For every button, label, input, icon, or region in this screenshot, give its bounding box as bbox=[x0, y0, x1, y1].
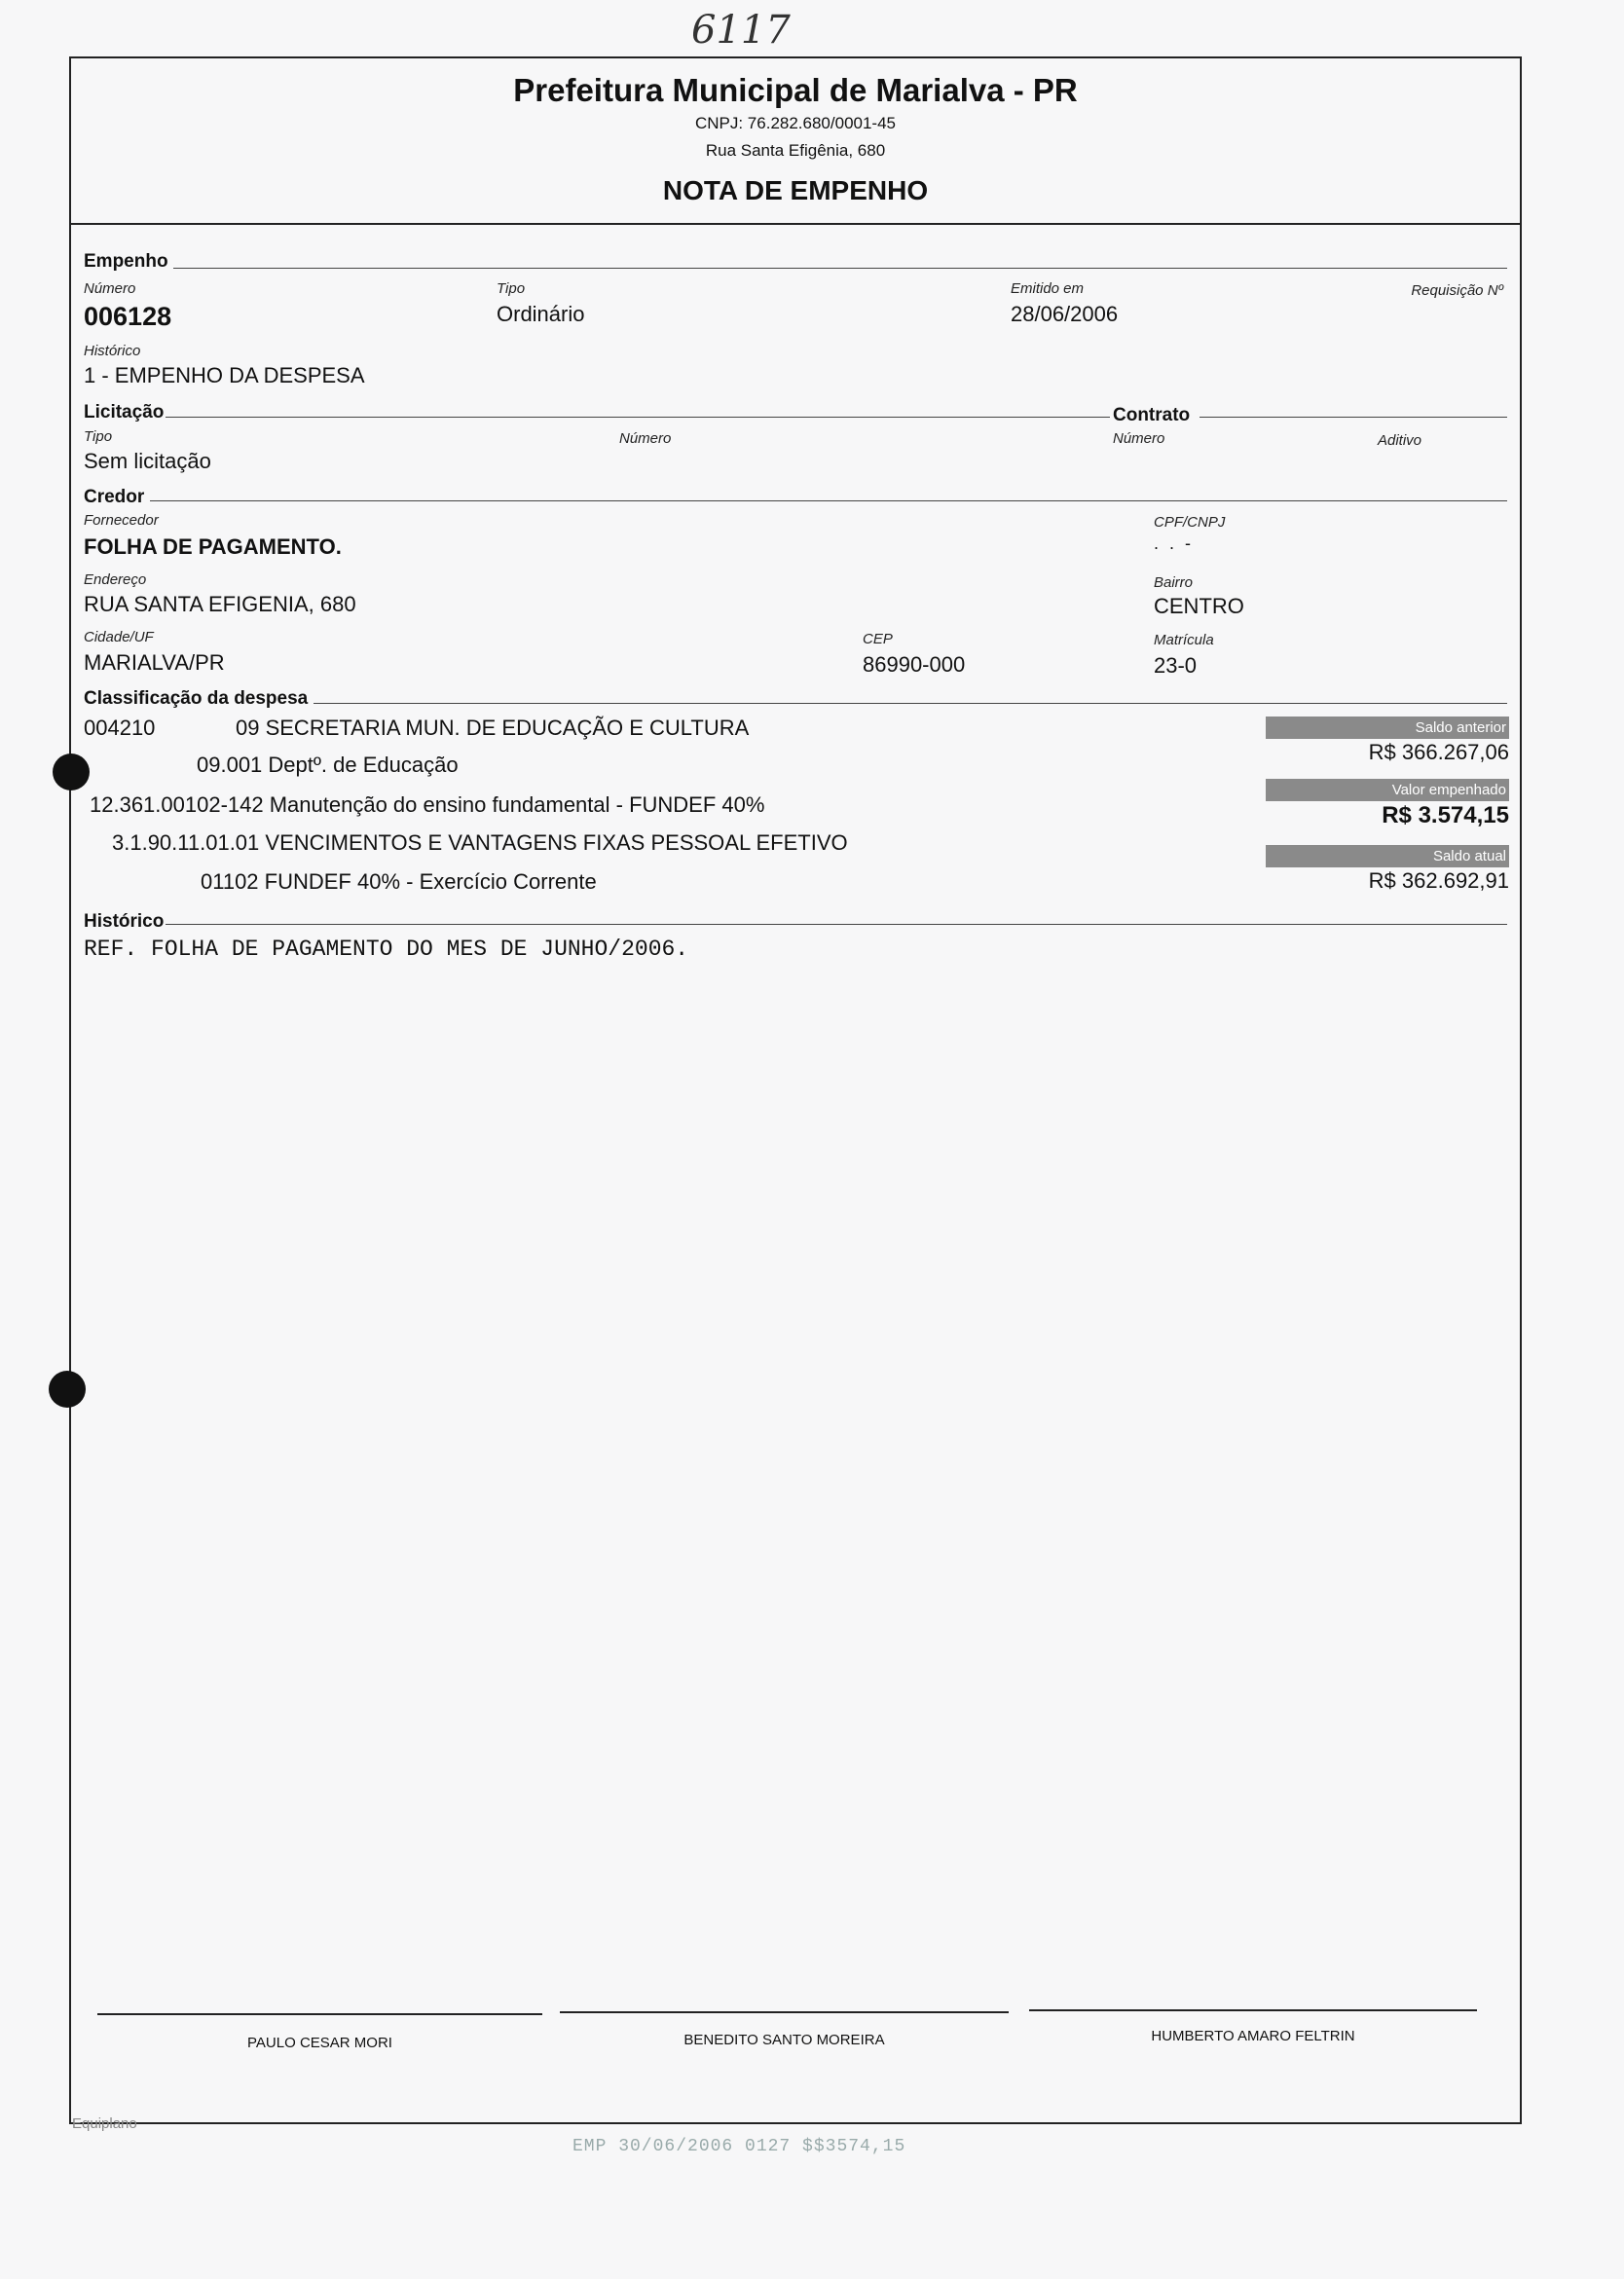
label-endereco: Endereço bbox=[84, 571, 147, 588]
header-divider bbox=[69, 223, 1522, 225]
document-title: NOTA DE EMPENHO bbox=[662, 175, 929, 205]
section-licitacao: Licitação bbox=[84, 402, 165, 423]
saldo-anterior-label: Saldo anterior bbox=[1266, 717, 1509, 739]
software-footer: Equiplano bbox=[72, 2115, 137, 2132]
saldo-anterior-value: R$ 366.267,06 bbox=[1368, 740, 1509, 764]
section-historico: Histórico bbox=[84, 911, 165, 932]
credor-matricula: 23-0 bbox=[1154, 653, 1198, 678]
label-emitido: Emitido em bbox=[1011, 280, 1085, 297]
label-bairro: Bairro bbox=[1154, 574, 1194, 591]
label-licitacao-numero: Número bbox=[619, 430, 672, 447]
classificacao-line3: 12.361.00102-142 Manutenção do ensino fundamental - FUNDEF 40% bbox=[90, 792, 765, 817]
cnpj-text: CNPJ: 76.282.680/0001-45 bbox=[694, 114, 897, 132]
credor-cep: 86990-000 bbox=[863, 652, 966, 677]
label-requisicao: Requisição Nº bbox=[1411, 282, 1503, 299]
rule-contrato bbox=[1200, 417, 1507, 418]
classificacao-code: 004210 bbox=[84, 716, 156, 740]
classificacao-line1: 09 SECRETARIA MUN. DE EDUCAÇÃO E CULTURA bbox=[236, 716, 750, 740]
valor-empenhado-value: R$ 3.574,15 bbox=[1382, 802, 1509, 828]
address-text: Rua Santa Efigênia, 680 bbox=[705, 141, 886, 160]
label-contrato-numero: Número bbox=[1113, 430, 1165, 447]
label-historico-empenho: Histórico bbox=[84, 343, 141, 359]
page-title: Prefeitura Municipal de Marialva - PR bbox=[513, 72, 1078, 108]
classificacao-line4: 3.1.90.11.01.01 VENCIMENTOS E VANTAGENS FIXAS PESSOAL EFETIVO bbox=[112, 830, 848, 855]
rule-licitacao bbox=[166, 417, 1110, 418]
empenho-emitido: 28/06/2006 bbox=[1011, 302, 1119, 326]
label-numero: Número bbox=[84, 280, 136, 297]
label-fornecedor: Fornecedor bbox=[84, 512, 159, 529]
punch-hole-top bbox=[53, 754, 90, 790]
label-cep: CEP bbox=[863, 631, 893, 647]
classificacao-line5: 01102 FUNDEF 40% - Exercício Corrente bbox=[201, 869, 597, 894]
handwritten-page-number: 6117 bbox=[691, 8, 791, 53]
valor-empenhado-label: Valor empenhado bbox=[1266, 779, 1509, 801]
label-aditivo: Aditivo bbox=[1378, 432, 1422, 449]
signature-line-3 bbox=[1029, 2009, 1477, 2011]
saldo-atual-value: R$ 362.692,91 bbox=[1368, 868, 1509, 893]
credor-fornecedor: FOLHA DE PAGAMENTO. bbox=[84, 534, 342, 559]
punch-hole-bottom bbox=[49, 1371, 86, 1408]
label-cidade: Cidade/UF bbox=[84, 629, 154, 645]
empenho-numero: 006128 bbox=[84, 302, 172, 331]
section-credor: Credor bbox=[84, 487, 145, 507]
rule-classificacao bbox=[314, 703, 1507, 704]
empenho-historico: 1 - EMPENHO DA DESPESA bbox=[84, 363, 365, 387]
rule-historico bbox=[166, 924, 1507, 925]
rule-empenho bbox=[173, 268, 1507, 269]
label-tipo: Tipo bbox=[497, 280, 526, 297]
section-contrato: Contrato bbox=[1113, 405, 1191, 425]
historico-text: REF. FOLHA DE PAGAMENTO DO MES DE JUNHO/2006. bbox=[84, 937, 689, 962]
classificacao-line2: 09.001 Deptº. de Educação bbox=[197, 753, 459, 777]
signature-line-2 bbox=[560, 2011, 1009, 2013]
licitacao-tipo: Sem licitação bbox=[84, 449, 211, 473]
signature-line-1 bbox=[97, 2013, 542, 2015]
protocol-stamp: EMP 30/06/2006 0127 $$3574,15 bbox=[572, 2137, 906, 2156]
signature-name-3: HUMBERTO AMARO FELTRIN bbox=[1151, 2028, 1355, 2044]
signature-name-1: PAULO CESAR MORI bbox=[247, 2035, 392, 2051]
label-matricula: Matrícula bbox=[1154, 632, 1214, 648]
credor-endereco: RUA SANTA EFIGENIA, 680 bbox=[84, 592, 356, 616]
signature-name-2: BENEDITO SANTO MOREIRA bbox=[683, 2032, 885, 2048]
empenho-tipo: Ordinário bbox=[497, 302, 585, 326]
credor-cpf: . . - bbox=[1154, 533, 1194, 553]
section-classificacao: Classificação da despesa bbox=[84, 688, 309, 709]
label-cpf: CPF/CNPJ bbox=[1154, 514, 1226, 531]
credor-bairro: CENTRO bbox=[1154, 594, 1244, 618]
section-empenho: Empenho bbox=[84, 251, 168, 272]
saldo-atual-label: Saldo atual bbox=[1266, 845, 1509, 867]
label-licitacao-tipo: Tipo bbox=[84, 428, 113, 445]
rule-credor bbox=[150, 500, 1507, 501]
credor-cidade: MARIALVA/PR bbox=[84, 650, 225, 675]
